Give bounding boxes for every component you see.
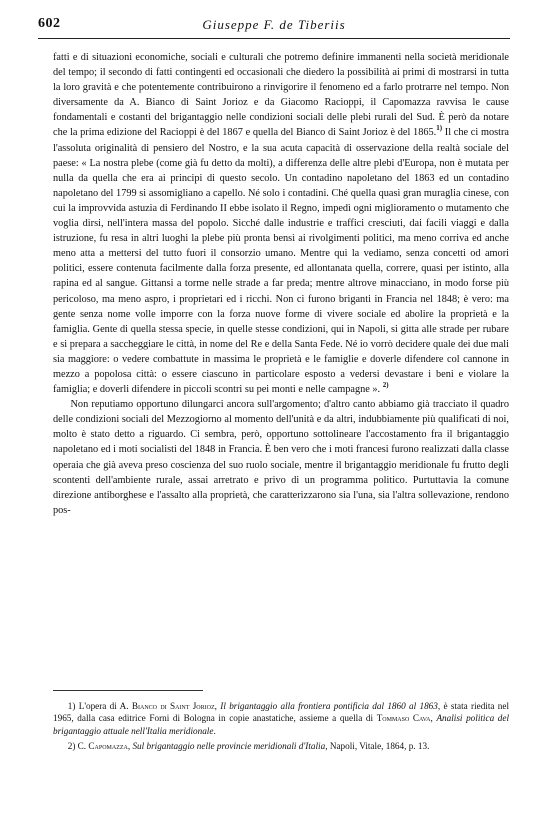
- footnote-text: , Napoli, Vitale, 1864, p. 13.: [325, 741, 430, 752]
- paragraph: [53, 50, 509, 397]
- footnote-ref: 2): [382, 381, 389, 390]
- footnote-title: Sul brigantaggio nelle provincie meridionali d'Italia: [132, 741, 326, 752]
- paragraph-text: Il che ci mostra l'assoluta originalità di pensiero del Nostro, e la sua acuta capacità di osservazione della realtà sociale del paese: « La nostra plebe (come già fu detto da molti), a differenza delle altre plebi d'Europa, non è mutata per nulla da quella che era ai principi di questo secolo. Un contadino napoletano del 1863 ed un contadino napoletano del 1799 si assomigliano a capello. Né solo i contadini. Ché quella quasi gran muraglia cinese, con cui la improvvida astuzia di Ferdinando II ebbe isolato il Regno, impedì ogni miglioramento o mutamento che voglia dirsi, nell'intera massa del popolo. Sicché dalle industrie e traffici cresciuti, dai facili viaggi e dalla istruzione, fu resa in altri luoghi la plebe più pronta bensì ai rivolgimenti politici, ma meno corriva ed anche meno atta a mettersi del tutto fuori il consorzio umano. Mentre qui la vediamo, senza concetti od amori politici, essere contenuta facilmente dalla forza presente, ed allontanata quella, correre, quasi per istinto, alla rapina ed al sangue. Gittansi a torme nelle strade a far preda; mentre altrove minacciano, in modo forse più pericoloso, ma meno aspro, i proprietari ed i ricchi. Non ci furono briganti in Francia nel 1848; è vero: ma gente senza nome volle imporre con la forza nuove forme di vivere sociale ed abolire la proprietà e la famiglia. Gente di quella stessa specie, in quelle stesse condizioni, qui in Napoli, si gitta alle strade per rubare e si prepara a saccheggiare le città, in nome del Re e della Santa Fede. Né io vorrò decidere quale dei due mali sia maggiore: o vedere combattute in massima le proprietà e le famiglie e doverle difendere col cannone in mezzo a popolosa città: o essere ciascuno in particolare esposto a vedersi devastare i beni e violare la famiglia; e doverli difendere in piccoli scontri su pei monti e nelle campagne ».: [53, 127, 509, 396]
- footnote-ref: 1): [436, 124, 443, 133]
- footnote-mark: 1): [67, 701, 76, 711]
- page-number: 602: [38, 16, 61, 31]
- footnote-author: Bianco di Saint Jorioz: [131, 701, 215, 711]
- page-header: [38, 16, 510, 39]
- footnote-title: Il brigantaggio alla frontiera pontificia dal 1860 al 1863: [220, 701, 438, 711]
- footnote-author: C. Capomazza: [77, 741, 128, 752]
- body-text: [53, 50, 509, 518]
- footnotes: [53, 700, 509, 756]
- footnote-title: Analisi politica del brigantaggio attuale nell'Italia meridionale: [53, 713, 510, 736]
- footnote-text: .: [213, 725, 216, 736]
- footnote-divider: [53, 690, 203, 691]
- paragraph-text: fatti e di situazioni economiche, sociali e culturali che potremo definire immanenti nella società meridionale del tempo; il secondo di fatti contingenti ed occasionali che diedero la possibilità ai primi di mostrarsi in tutta la loro gravità e che potentemente contribuirono a rinvigorire il fenomeno ed a farlo protrarre nel tempo. Non diversamente da A. Bianco di Saint Jorioz e da Giacomo Racioppi, il Capomazza ravvisa le cause fondamentali e costanti del brigantaggio nelle condizioni sociali delle plebi rurali del Sud. È però da notare che la prima edizione del Racioppi è del 1867 e quella del Bianco di Saint Jorioz è del 1865.: [53, 52, 509, 139]
- footnote-author: Tommaso Cava: [376, 713, 431, 724]
- paragraph: Non reputiamo opportuno dilungarci ancora sull'argomento; d'altro canto abbiamo già tracciato il quadro delle condizioni sociali del Mezzogiorno al momento dell'unità e da altri, indubbiamente più qualificati di noi, molto è stato detto a riguardo. Ci sembra, però, opportuno sottolineare l'accostamento fra il brigantaggio napoletano ed i moti socialisti del 1848 in Francia. È ben vero che i moti francesi furono realizzati dalla classe operaia che già aveva preso coscienza del suo ruolo sociale, mentre il brigantaggio meridionale fu frutto degli scontenti dell'ambiente rurale, assai arretrato e privo di un programma politico. Purtuttavia la comune direzione antiborghese e l'assalto alla proprietà, che caratterizzarono sia l'una, sia l'altra sollevazione, rendono pos-: [53, 399, 509, 516]
- footnote: 2) C. Capomazza, Sul brigantaggio nelle provincie meridionali d'Italia, Napoli, Vitale, 1864, p. 13.: [67, 741, 430, 752]
- footnote-text: , è stata riedita nel 1965, dalla casa editrice Forni di Bologna in copie anastatiche, assieme a quella di: [53, 701, 510, 724]
- footnote-mark: 2): [67, 741, 76, 752]
- footnote: 1) L'opera di A. Bianco di Saint Jorioz, Il brigantaggio alla frontiera pontificia dal 1860 al 1863, è stata riedita nel 1965, dalla casa editrice Forni di Bologna in copie anastatiche, assieme a quella di Tommaso Cava, Analisi politica del brigantaggio attuale nell'Italia meridionale.: [53, 701, 510, 736]
- footnote-text: L'opera di A.: [78, 701, 132, 711]
- running-title: Giuseppe F. de Tiberiis: [202, 17, 346, 32]
